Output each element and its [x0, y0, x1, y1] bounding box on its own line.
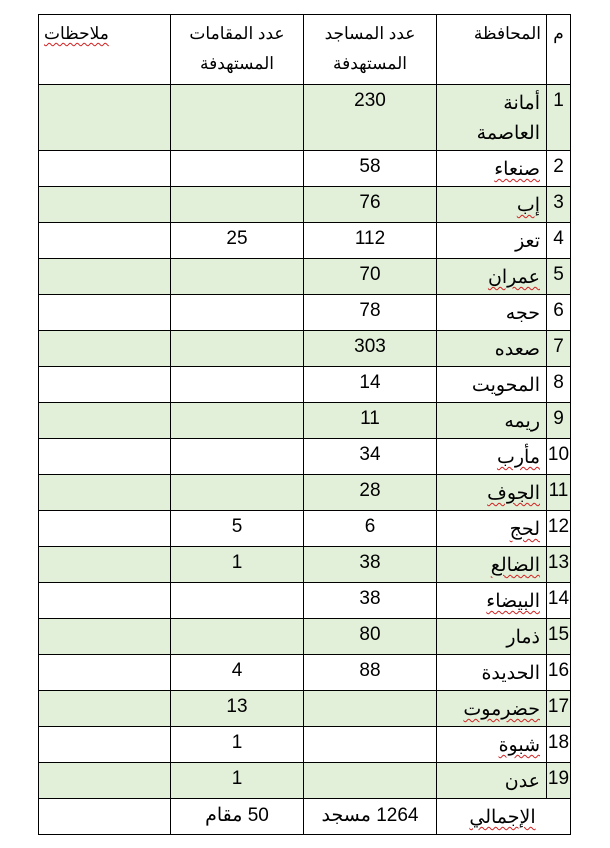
row-governorate: ريمه [437, 403, 547, 439]
row-mosques: 28 [304, 475, 437, 511]
row-governorate-text: لحج [509, 519, 540, 540]
row-index: 14 [547, 583, 571, 619]
row-index: 1 [547, 85, 571, 151]
row-shrines [171, 583, 304, 619]
table-row [39, 583, 571, 619]
row-governorate-text: إب [516, 195, 540, 216]
row-governorate [437, 259, 547, 295]
row-shrines [171, 295, 304, 331]
total-label [437, 799, 571, 835]
row-mosques [304, 763, 437, 799]
row-index: 7 [547, 331, 571, 367]
row-governorate [437, 475, 547, 511]
table-row [39, 295, 571, 331]
row-governorate: حجه [437, 295, 547, 331]
row-index: 3 [547, 187, 571, 223]
row-notes [39, 223, 171, 259]
table-row [39, 691, 571, 727]
row-mosques: 112 [304, 223, 437, 259]
row-governorate-text: صنعاء [494, 159, 540, 180]
row-governorate-text: عمران [487, 267, 540, 288]
row-mosques: 38 [304, 547, 437, 583]
table-row [39, 727, 571, 763]
row-notes [39, 763, 171, 799]
row-mosques [304, 691, 437, 727]
row-notes [39, 403, 171, 439]
row-index: 10 [547, 439, 571, 475]
row-index: 19 [547, 763, 571, 799]
row-governorate: ذمار [437, 619, 547, 655]
table-row [39, 151, 571, 187]
row-notes [39, 475, 171, 511]
row-mosques: 80 [304, 619, 437, 655]
table-row [39, 367, 571, 403]
row-governorate: أمانة العاصمة [437, 85, 547, 151]
row-governorate-text: مأرب [496, 447, 540, 468]
row-index: 15 [547, 619, 571, 655]
row-shrines [171, 331, 304, 367]
row-governorate: تعز [437, 223, 547, 259]
row-notes [39, 583, 171, 619]
row-notes [39, 331, 171, 367]
row-governorate [437, 187, 547, 223]
row-shrines [171, 403, 304, 439]
row-notes [39, 151, 171, 187]
row-governorate [437, 583, 547, 619]
row-governorate: عدن [437, 763, 547, 799]
row-notes [39, 655, 171, 691]
row-index: 12 [547, 511, 571, 547]
row-governorate-text: حضرموت [463, 699, 540, 720]
row-mosques: 78 [304, 295, 437, 331]
table-row [39, 223, 571, 259]
row-governorate: صعده [437, 331, 547, 367]
row-index: 4 [547, 223, 571, 259]
row-mosques: 76 [304, 187, 437, 223]
total-label-text: الإجمالي [469, 807, 536, 828]
header-row [39, 15, 571, 85]
row-index: 11 [547, 475, 571, 511]
table-row [39, 763, 571, 799]
row-notes [39, 547, 171, 583]
row-index: 18 [547, 727, 571, 763]
row-shrines [171, 85, 304, 151]
header-mosques: عدد المساجد المستهدفة [304, 15, 437, 85]
table-row [39, 619, 571, 655]
row-shrines [171, 367, 304, 403]
row-shrines: 5 [171, 511, 304, 547]
total-shrines: 50 مقام [171, 799, 304, 835]
row-governorate [437, 511, 547, 547]
row-shrines: 1 [171, 727, 304, 763]
row-notes [39, 691, 171, 727]
total-mosques: 1264 مسجد [304, 799, 437, 835]
row-notes [39, 367, 171, 403]
row-shrines [171, 187, 304, 223]
row-shrines: 1 [171, 547, 304, 583]
row-notes [39, 511, 171, 547]
row-notes [39, 727, 171, 763]
row-shrines [171, 259, 304, 295]
row-shrines [171, 619, 304, 655]
row-mosques: 14 [304, 367, 437, 403]
governorates-table [38, 14, 571, 835]
row-mosques [304, 727, 437, 763]
row-mosques: 6 [304, 511, 437, 547]
row-shrines [171, 439, 304, 475]
row-mosques: 303 [304, 331, 437, 367]
row-mosques: 58 [304, 151, 437, 187]
total-notes [39, 799, 171, 835]
row-governorate [437, 691, 547, 727]
row-index: 13 [547, 547, 571, 583]
row-index: 2 [547, 151, 571, 187]
row-index: 5 [547, 259, 571, 295]
table-row [39, 85, 571, 151]
row-governorate-text: الضالع [490, 555, 540, 576]
row-index: 6 [547, 295, 571, 331]
row-mosques: 230 [304, 85, 437, 151]
row-shrines [171, 151, 304, 187]
table-row [39, 259, 571, 295]
row-mosques: 88 [304, 655, 437, 691]
row-mosques: 38 [304, 583, 437, 619]
row-governorate [437, 151, 547, 187]
row-governorate [437, 727, 547, 763]
row-governorate-text: البيضاء [486, 591, 540, 612]
row-shrines [171, 475, 304, 511]
row-mosques: 34 [304, 439, 437, 475]
row-mosques: 11 [304, 403, 437, 439]
row-notes [39, 187, 171, 223]
table-row [39, 655, 571, 691]
header-shrines: عدد المقامات المستهدفة [171, 15, 304, 85]
row-governorate [437, 439, 547, 475]
row-governorate-text: الجوف [487, 483, 540, 504]
row-index: 16 [547, 655, 571, 691]
row-notes [39, 85, 171, 151]
row-shrines: 13 [171, 691, 304, 727]
row-mosques: 70 [304, 259, 437, 295]
row-shrines: 25 [171, 223, 304, 259]
table-row [39, 511, 571, 547]
row-notes [39, 439, 171, 475]
header-governorate: المحافظة [437, 15, 547, 85]
header-notes [39, 15, 171, 85]
table-row [39, 547, 571, 583]
table-row [39, 475, 571, 511]
row-index: 17 [547, 691, 571, 727]
row-index: 9 [547, 403, 571, 439]
row-index: 8 [547, 367, 571, 403]
row-notes [39, 259, 171, 295]
row-governorate-text: شبوة [498, 735, 540, 756]
table-row [39, 331, 571, 367]
row-notes [39, 619, 171, 655]
row-governorate: الحديدة [437, 655, 547, 691]
total-row [39, 799, 571, 835]
table-row [39, 439, 571, 475]
row-shrines: 4 [171, 655, 304, 691]
row-governorate [437, 547, 547, 583]
header-notes-text: ملاحظات [44, 24, 109, 43]
table-row [39, 187, 571, 223]
header-index: م [547, 15, 571, 85]
row-shrines: 1 [171, 763, 304, 799]
row-notes [39, 295, 171, 331]
table-row [39, 403, 571, 439]
row-governorate: المحويت [437, 367, 547, 403]
